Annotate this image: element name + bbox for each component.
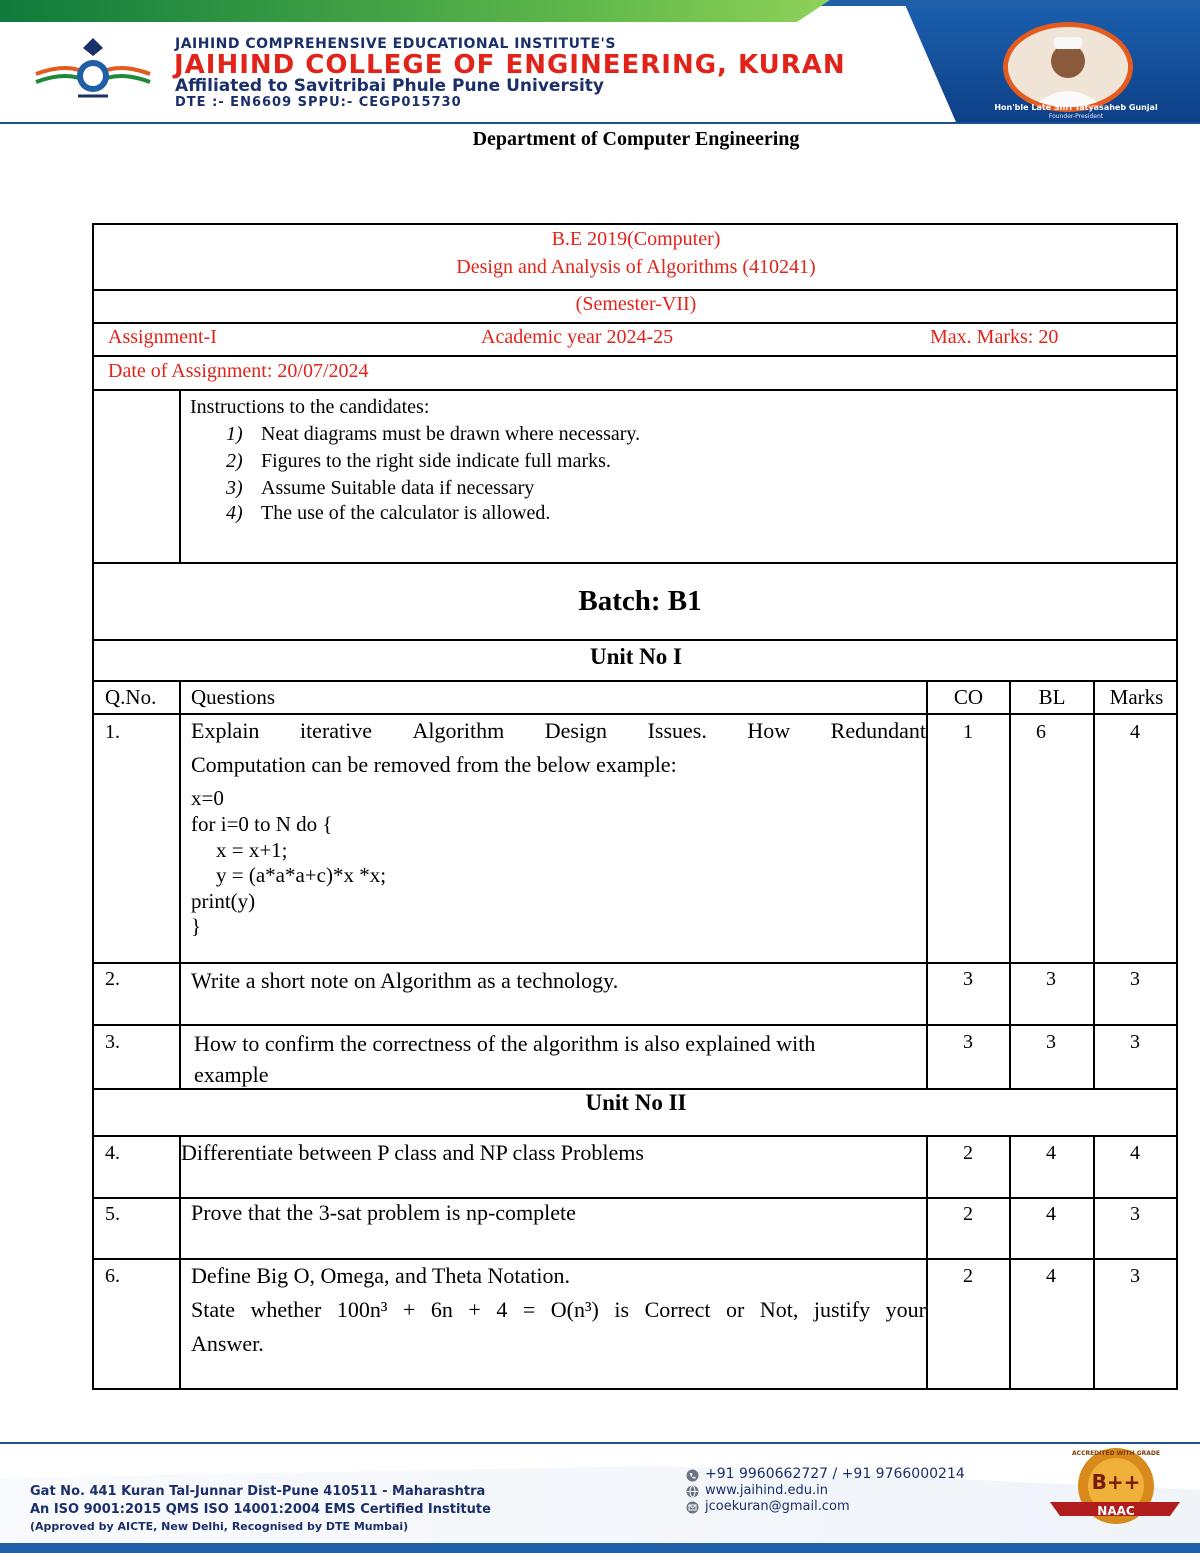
word: 6n bbox=[430, 1297, 453, 1322]
word: Design bbox=[544, 718, 608, 743]
question-number: 6. bbox=[105, 1265, 120, 1287]
word: = bbox=[522, 1297, 536, 1322]
col-header-marks: Marks bbox=[1109, 685, 1164, 709]
footer-approval: (Approved by AICTE, New Delhi, Recognised by DTE Mumbai) bbox=[30, 1520, 409, 1533]
instruction-number: 3) bbox=[226, 477, 243, 499]
unit-1-title: Unit No I bbox=[589, 644, 682, 669]
col-header-co: CO bbox=[953, 685, 984, 709]
word: Not, bbox=[759, 1297, 799, 1322]
unit-2-title: Unit No II bbox=[585, 1090, 687, 1115]
col-divider bbox=[926, 680, 928, 1088]
row-divider bbox=[92, 389, 1178, 391]
word: State bbox=[191, 1297, 235, 1322]
department-title: Department of Computer Engineering bbox=[472, 128, 800, 150]
bl-value: 4 bbox=[1046, 1142, 1056, 1164]
subject: Design and Analysis of Algorithms (410241) bbox=[456, 256, 816, 278]
question-text-line: Computation can be removed from the below example: bbox=[191, 752, 677, 777]
marks-value: 4 bbox=[1130, 721, 1140, 743]
col-divider bbox=[179, 389, 181, 562]
institute-line: JAIHIND COMPREHENSIVE EDUCATIONAL INSTITUTE'S bbox=[175, 36, 616, 52]
row-divider bbox=[92, 1197, 1178, 1199]
founder-title: Founder-President bbox=[1048, 113, 1104, 120]
question-text-line: Answer. bbox=[191, 1331, 264, 1356]
code-line: } bbox=[191, 914, 202, 938]
row-divider bbox=[92, 289, 1178, 291]
word: or bbox=[726, 1297, 745, 1322]
max-marks: Max. Marks: 20 bbox=[930, 326, 1059, 348]
instruction-text: Assume Suitable data if necessary bbox=[261, 477, 535, 499]
co-value: 3 bbox=[963, 1031, 973, 1053]
question-text bbox=[191, 718, 926, 744]
footer-bottom-stripe bbox=[0, 1543, 1200, 1553]
word: iterative bbox=[299, 718, 373, 743]
word: justify bbox=[813, 1297, 871, 1322]
marks-value: 3 bbox=[1130, 1031, 1140, 1053]
col-header-qno: Q.No. bbox=[105, 685, 157, 709]
col-header-bl: BL bbox=[1038, 685, 1066, 709]
row-divider bbox=[92, 562, 1178, 564]
question-number: 1. bbox=[105, 721, 120, 743]
row-divider bbox=[92, 322, 1178, 324]
word: + bbox=[468, 1297, 481, 1322]
col-divider bbox=[1093, 1135, 1095, 1388]
college-codes: DTE :- EN6609 SPPU:- CEGP015730 bbox=[175, 95, 462, 110]
naac-grade: B++ bbox=[1091, 1470, 1141, 1494]
email-icon bbox=[686, 1501, 699, 1514]
affiliation: Affiliated to Savitribai Phule Pune University bbox=[175, 76, 604, 96]
instruction-text: Neat diagrams must be drawn where necessary. bbox=[261, 423, 641, 445]
marks-value: 3 bbox=[1130, 1265, 1140, 1287]
marks-value: 3 bbox=[1130, 1203, 1140, 1225]
question-number: 5. bbox=[105, 1203, 120, 1225]
question-text: Write a short note on Algorithm as a technology. bbox=[191, 968, 619, 993]
program: B.E 2019(Computer) bbox=[551, 228, 721, 250]
col-divider bbox=[926, 1135, 928, 1388]
assignment-date: Date of Assignment: 20/07/2024 bbox=[108, 360, 369, 382]
footer-phone: +91 9960662727 / +91 9766000214 bbox=[705, 1466, 965, 1482]
naac-ring-text: ACCREDITED WITH GRADE bbox=[1072, 1450, 1160, 1457]
row-divider bbox=[92, 713, 1178, 715]
footer-address: Gat No. 441 Kuran Tal-Junnar Dist-Pune 410511 - Maharashtra bbox=[30, 1484, 486, 1499]
col-divider bbox=[179, 680, 181, 1088]
question-text: How to confirm the correctness of the algorithm is also explained with bbox=[194, 1031, 816, 1056]
instruction-text: The use of the calculator is allowed. bbox=[261, 502, 551, 524]
col-divider bbox=[1009, 1135, 1011, 1388]
academic-year: Academic year 2024-25 bbox=[481, 326, 674, 348]
question-text: Define Big O, Omega, and Theta Notation. bbox=[191, 1263, 570, 1288]
semester: (Semester-VII) bbox=[575, 293, 697, 315]
co-value: 1 bbox=[963, 721, 973, 743]
word: 100n³ bbox=[336, 1297, 388, 1322]
co-value: 2 bbox=[963, 1142, 973, 1164]
header-rule bbox=[0, 122, 1200, 124]
word: Redundant bbox=[830, 718, 926, 743]
row-divider bbox=[92, 1024, 1178, 1026]
instruction-number: 1) bbox=[226, 423, 243, 445]
code-line: print(y) bbox=[191, 889, 256, 913]
instruction-number: 2) bbox=[226, 450, 243, 472]
footer-iso: An ISO 9001:2015 QMS ISO 14001:2004 EMS Certified Institute bbox=[30, 1502, 491, 1517]
header-green-stripe bbox=[0, 0, 830, 22]
word: 4 bbox=[496, 1297, 508, 1322]
assignment-no: Assignment-I bbox=[108, 326, 217, 348]
globe-icon bbox=[686, 1485, 699, 1498]
row-divider bbox=[92, 1135, 1178, 1137]
word: your bbox=[885, 1297, 926, 1322]
word: is bbox=[614, 1297, 630, 1322]
row-divider bbox=[92, 355, 1178, 357]
question-text: Prove that the 3-sat problem is np-complete bbox=[191, 1200, 576, 1225]
founder-name: Hon'ble Late Shri Tatyasaheb Gunjal bbox=[994, 103, 1158, 112]
bl-value: 4 bbox=[1046, 1265, 1056, 1287]
word: Algorithm bbox=[412, 718, 505, 743]
row-divider bbox=[92, 639, 1178, 641]
word: whether bbox=[250, 1297, 322, 1322]
footer-website[interactable]: www.jaihind.edu.in bbox=[705, 1483, 828, 1498]
col-divider bbox=[1009, 680, 1011, 1088]
question-number: 3. bbox=[105, 1031, 120, 1053]
co-value: 2 bbox=[963, 1265, 973, 1287]
col-header-questions: Questions bbox=[191, 685, 275, 709]
phone-icon bbox=[686, 1469, 699, 1482]
code-line: x = x+1; bbox=[216, 838, 288, 862]
bl-value: 4 bbox=[1046, 1203, 1056, 1225]
row-divider bbox=[92, 680, 1178, 682]
col-divider bbox=[1093, 680, 1095, 1088]
marks-value: 3 bbox=[1130, 968, 1140, 990]
word: How bbox=[747, 718, 791, 743]
co-value: 3 bbox=[963, 968, 973, 990]
code-line: y = (a*a*a+c)*x *x; bbox=[216, 863, 387, 887]
word: O(n³) bbox=[550, 1297, 599, 1322]
bl-value: 3 bbox=[1046, 968, 1056, 990]
naac-badge bbox=[1050, 1446, 1180, 1542]
founder-portrait bbox=[1003, 22, 1133, 112]
code-line: x=0 bbox=[191, 786, 224, 810]
college-logo bbox=[28, 34, 158, 108]
question-text: Differentiate between P class and NP class Problems bbox=[181, 1140, 644, 1165]
word: Issues. bbox=[647, 718, 707, 743]
batch-title: Batch: B1 bbox=[578, 585, 702, 617]
question-number: 4. bbox=[105, 1142, 120, 1164]
instruction-text: Figures to the right side indicate full marks. bbox=[261, 450, 611, 472]
instruction-number: 4) bbox=[226, 502, 243, 524]
word: Correct bbox=[644, 1297, 711, 1322]
col-divider bbox=[179, 1135, 181, 1388]
bl-value: 6 bbox=[1036, 721, 1046, 743]
question-text-line bbox=[191, 1297, 926, 1323]
marks-value: 4 bbox=[1130, 1142, 1140, 1164]
co-value: 2 bbox=[963, 1203, 973, 1225]
code-line: for i=0 to N do { bbox=[191, 812, 333, 836]
word: + bbox=[402, 1297, 416, 1322]
word: Explain bbox=[191, 718, 260, 743]
bl-value: 3 bbox=[1046, 1031, 1056, 1053]
question-text-line: example bbox=[194, 1062, 269, 1087]
row-divider bbox=[92, 1258, 1178, 1260]
college-name: JAIHIND COLLEGE OF ENGINEERING, KURAN bbox=[174, 50, 846, 80]
footer-email[interactable]: jcoekuran@gmail.com bbox=[705, 1499, 850, 1514]
row-divider bbox=[92, 962, 1178, 964]
question-number: 2. bbox=[105, 968, 120, 990]
footer-rule bbox=[0, 1442, 1200, 1444]
instructions-heading: Instructions to the candidates: bbox=[190, 396, 430, 418]
naac-label: NAAC bbox=[1097, 1504, 1135, 1518]
